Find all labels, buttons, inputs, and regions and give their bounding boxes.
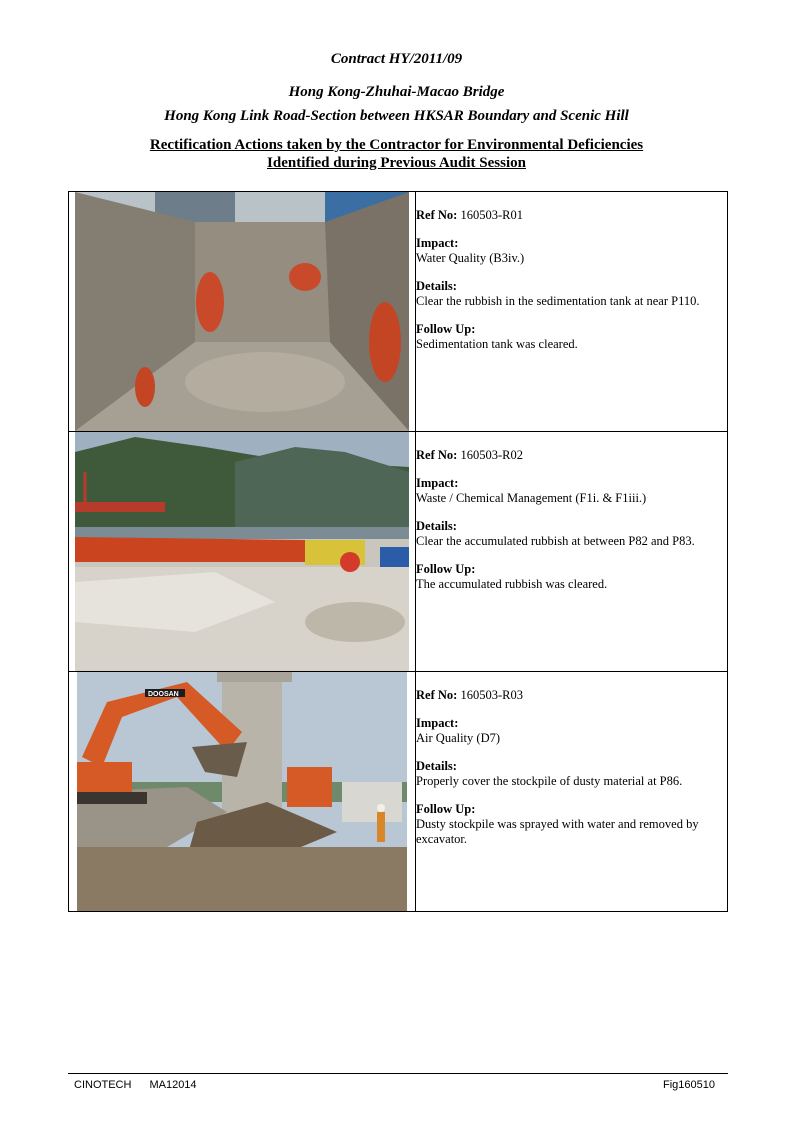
follow-up-label: Follow Up: [416, 322, 476, 336]
excavator-brand-label: DOOSAN [148, 691, 179, 698]
impact-value: Air Quality (D7) [416, 731, 501, 745]
impact-value: Waste / Chemical Management (F1i. & F1iii.) [416, 491, 647, 505]
project-section: Hong Kong Link Road-Section between HKSAR Boundary and Scenic Hill [164, 108, 629, 124]
ref-number: 160503-R02 [460, 448, 523, 462]
impact-label: Impact: [416, 476, 459, 490]
ref-line [416, 448, 727, 463]
rubbish-site-photo [75, 432, 409, 671]
ref-number: 160503-R01 [460, 208, 523, 222]
rectification-table [68, 191, 728, 912]
details-label: Details: [416, 279, 457, 293]
details-value: Clear the accumulated rubbish at between P82 and P83. [416, 534, 695, 548]
follow-up-label: Follow Up: [416, 802, 476, 816]
follow-up-label: Follow Up: [416, 562, 476, 576]
footer-company: CINOTECH [74, 1079, 132, 1091]
details-value: Clear the rubbish in the sedimentation tank at near P110. [416, 294, 700, 308]
footer-left [74, 1079, 215, 1091]
table-row [69, 672, 728, 912]
entry-details [416, 672, 728, 912]
table-row [69, 432, 728, 672]
ref-number: 160503-R03 [460, 688, 523, 702]
ref-label: Ref No: [416, 688, 458, 702]
follow-up-value: Dusty stockpile was sprayed with water and removed by excavator. [416, 817, 699, 846]
details-label: Details: [416, 759, 457, 773]
report-title-line2: Identified during Previous Audit Session [267, 155, 526, 171]
footer-figure-number: Fig160510 [663, 1079, 715, 1091]
ref-label: Ref No: [416, 208, 458, 222]
ref-line [416, 688, 727, 703]
ref-label: Ref No: [416, 448, 458, 462]
footer-code: MA12014 [149, 1079, 197, 1091]
follow-up-value: Sedimentation tank was cleared. [416, 337, 578, 351]
project-name: Hong Kong-Zhuhai-Macao Bridge [288, 84, 505, 100]
details-label: Details: [416, 519, 457, 533]
excavator-stockpile-photo [77, 672, 407, 911]
sedimentation-tank-photo [75, 192, 409, 431]
table-row [69, 192, 728, 432]
photo-cell [69, 192, 416, 432]
ref-line [416, 208, 727, 223]
photo-cell [69, 432, 416, 672]
contract-number: Contract HY/2011/09 [330, 51, 463, 67]
details-value: Properly cover the stockpile of dusty material at P86. [416, 774, 683, 788]
follow-up-value: The accumulated rubbish was cleared. [416, 577, 608, 591]
entry-details [416, 192, 728, 432]
impact-label: Impact: [416, 716, 459, 730]
footer-divider [68, 1073, 728, 1074]
entry-details [416, 432, 728, 672]
photo-cell [69, 672, 416, 912]
impact-label: Impact: [416, 236, 459, 250]
report-title-line1: Rectification Actions taken by the Contractor for Environmental Deficiencies [149, 137, 644, 153]
impact-value: Water Quality (B3iv.) [416, 251, 525, 265]
